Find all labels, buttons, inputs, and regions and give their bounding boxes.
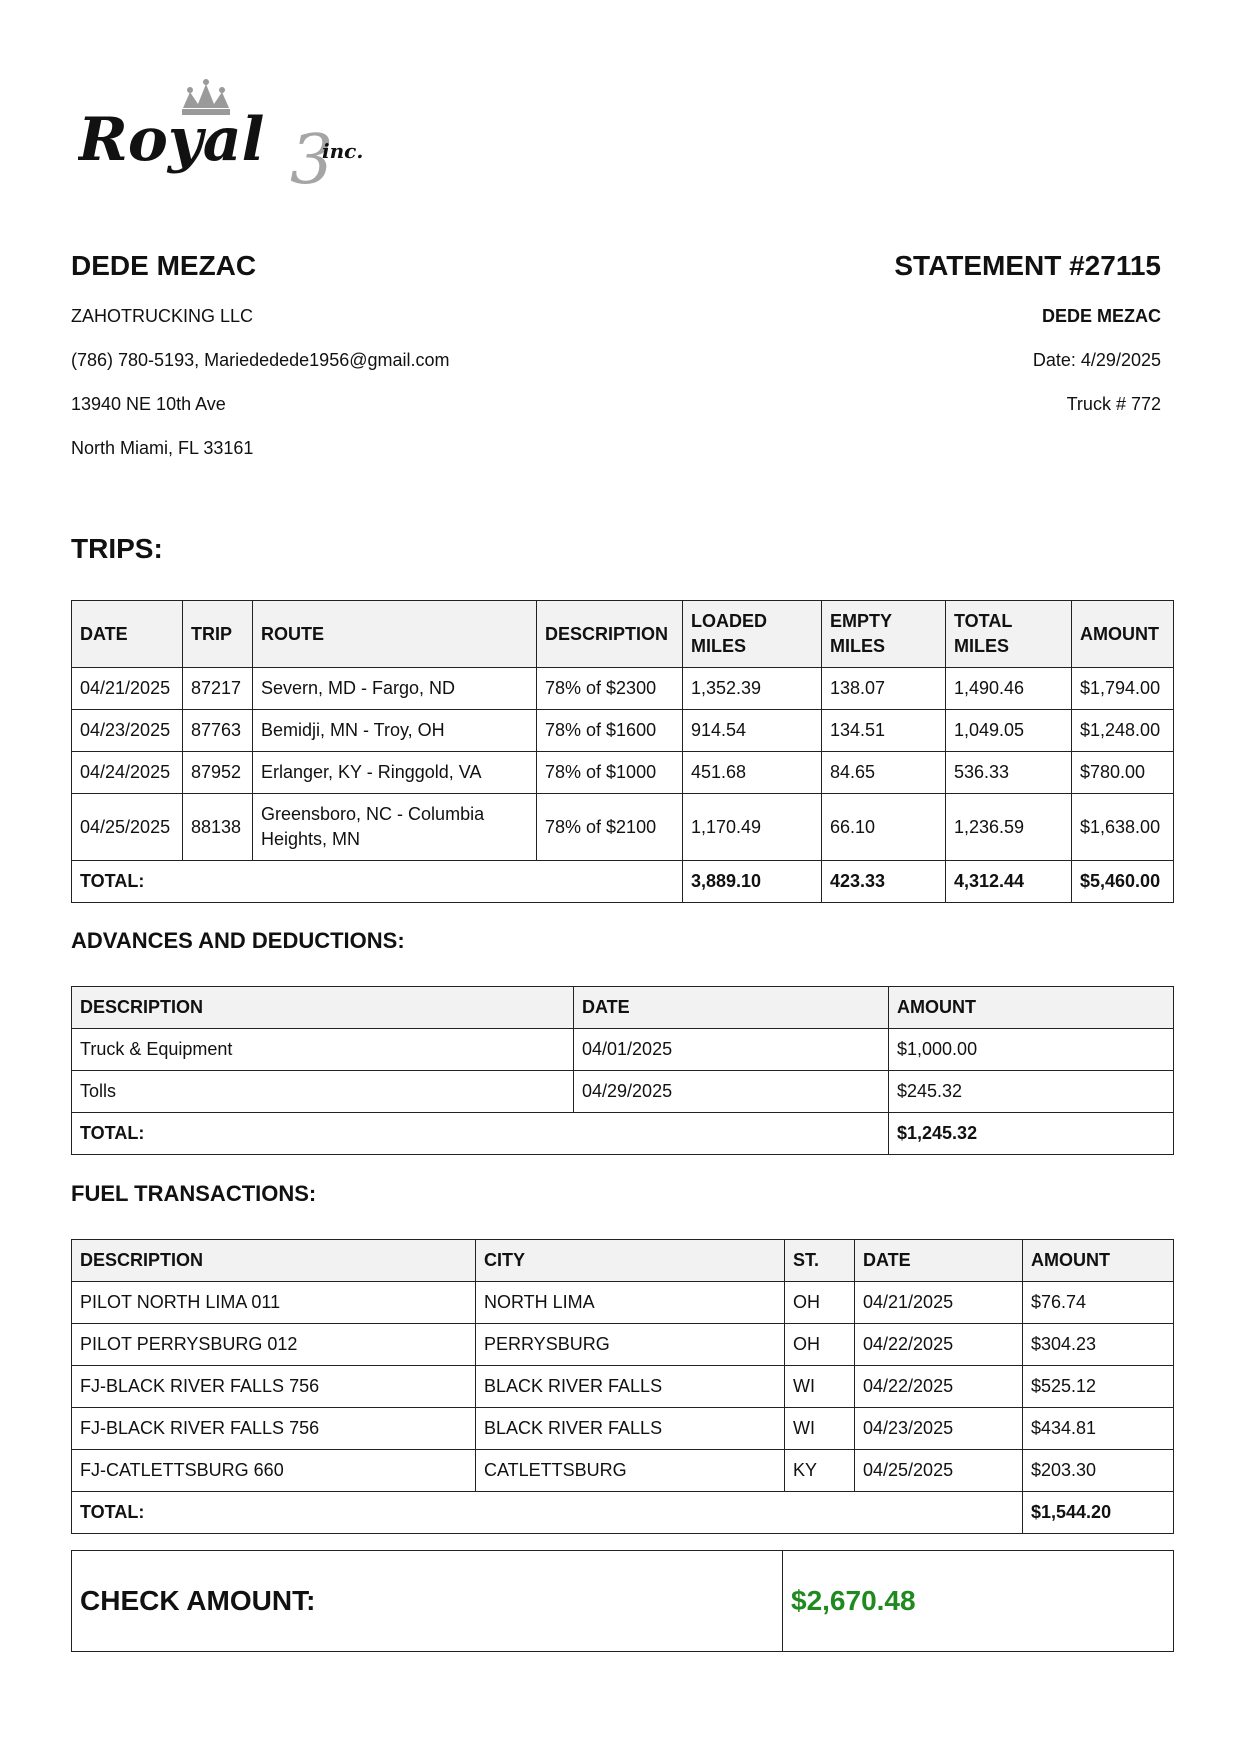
fuel-title: FUEL TRANSACTIONS: bbox=[71, 1181, 317, 1206]
cell: 04/22/2025 bbox=[855, 1366, 1023, 1408]
cell: 78% of $1000 bbox=[537, 752, 683, 794]
logo-suffix: inc. bbox=[322, 139, 364, 163]
cell: CATLETTSBURG bbox=[476, 1450, 785, 1492]
cell: PERRYSBURG bbox=[476, 1324, 785, 1366]
cell: 04/23/2025 bbox=[72, 710, 183, 752]
cell: 87217 bbox=[183, 668, 253, 710]
column-header: TRIP bbox=[183, 601, 253, 668]
driver-address-line1: 13940 NE 10th Ave bbox=[71, 394, 226, 414]
cell: 87763 bbox=[183, 710, 253, 752]
cell: Erlanger, KY - Ringgold, VA bbox=[253, 752, 537, 794]
cell: 04/29/2025 bbox=[574, 1071, 889, 1113]
driver-info bbox=[71, 248, 450, 480]
total-label: TOTAL: bbox=[72, 1492, 1023, 1534]
column-header: AMOUNT bbox=[889, 987, 1174, 1029]
cell: 78% of $2100 bbox=[537, 794, 683, 861]
cell: 04/01/2025 bbox=[574, 1029, 889, 1071]
table-row bbox=[72, 794, 1174, 861]
cell: 451.68 bbox=[683, 752, 822, 794]
column-header: AMOUNT bbox=[1072, 601, 1174, 668]
fuel-table bbox=[71, 1239, 1174, 1534]
logo-graphic bbox=[78, 78, 388, 198]
advances-table bbox=[71, 986, 1174, 1155]
statement-title: STATEMENT #27115 bbox=[894, 250, 1161, 281]
cell: BLACK RIVER FALLS bbox=[476, 1408, 785, 1450]
logo-numeral: 3 bbox=[290, 121, 334, 198]
cell: 914.54 bbox=[683, 710, 822, 752]
trips-title: TRIPS: bbox=[71, 533, 163, 564]
cell: KY bbox=[785, 1450, 855, 1492]
cell: 1,049.05 bbox=[946, 710, 1072, 752]
column-header: DESCRIPTION bbox=[72, 987, 574, 1029]
total-row bbox=[72, 1113, 1174, 1155]
table-row bbox=[72, 752, 1174, 794]
table-header-row bbox=[72, 1240, 1174, 1282]
cell: 66.10 bbox=[822, 794, 946, 861]
table-header-row bbox=[72, 601, 1174, 668]
cell: FJ-BLACK RIVER FALLS 756 bbox=[72, 1408, 476, 1450]
statement-info bbox=[894, 248, 1161, 436]
cell: $1,794.00 bbox=[1072, 668, 1174, 710]
cell: 04/23/2025 bbox=[855, 1408, 1023, 1450]
cell: 04/25/2025 bbox=[72, 794, 183, 861]
column-header: DATE bbox=[72, 601, 183, 668]
cell: 536.33 bbox=[946, 752, 1072, 794]
cell: FJ-BLACK RIVER FALLS 756 bbox=[72, 1366, 476, 1408]
cell: OH bbox=[785, 1282, 855, 1324]
cell: NORTH LIMA bbox=[476, 1282, 785, 1324]
column-header: DATE bbox=[574, 987, 889, 1029]
total-empty-miles: 423.33 bbox=[822, 861, 946, 903]
cell: Severn, MD - Fargo, ND bbox=[253, 668, 537, 710]
table-row bbox=[72, 1324, 1174, 1366]
column-header: ST. bbox=[785, 1240, 855, 1282]
cell: 04/21/2025 bbox=[72, 668, 183, 710]
cell: 78% of $2300 bbox=[537, 668, 683, 710]
cell: 04/21/2025 bbox=[855, 1282, 1023, 1324]
truck-number: Truck # 772 bbox=[1066, 394, 1161, 414]
check-amount-value: $2,670.48 bbox=[783, 1551, 1174, 1652]
cell: Truck & Equipment bbox=[72, 1029, 574, 1071]
cell: 04/22/2025 bbox=[855, 1324, 1023, 1366]
column-header: ROUTE bbox=[253, 601, 537, 668]
cell: 88138 bbox=[183, 794, 253, 861]
driver-address-line2: North Miami, FL 33161 bbox=[71, 438, 254, 458]
cell: 1,490.46 bbox=[946, 668, 1072, 710]
cell: 04/25/2025 bbox=[855, 1450, 1023, 1492]
cell: $1,638.00 bbox=[1072, 794, 1174, 861]
column-header: DESCRIPTION bbox=[537, 601, 683, 668]
cell: $434.81 bbox=[1023, 1408, 1174, 1450]
total-row bbox=[72, 1492, 1174, 1534]
total-amount: $1,544.20 bbox=[1023, 1492, 1174, 1534]
cell: Tolls bbox=[72, 1071, 574, 1113]
column-header: EMPTY MILES bbox=[822, 601, 946, 668]
table-header-row bbox=[72, 987, 1174, 1029]
statement-driver-name: DEDE MEZAC bbox=[1041, 306, 1161, 326]
total-amount: $5,460.00 bbox=[1072, 861, 1174, 903]
total-row bbox=[72, 861, 1174, 903]
column-header: AMOUNT bbox=[1023, 1240, 1174, 1282]
logo-wordmark: Royal bbox=[78, 105, 265, 175]
table-row bbox=[72, 1071, 1174, 1113]
table-row bbox=[72, 1282, 1174, 1324]
table-row bbox=[72, 1366, 1174, 1408]
table-row bbox=[72, 710, 1174, 752]
cell: $1,000.00 bbox=[889, 1029, 1174, 1071]
cell: 1,352.39 bbox=[683, 668, 822, 710]
cell: $525.12 bbox=[1023, 1366, 1174, 1408]
driver-name: DEDE MEZAC bbox=[71, 250, 257, 281]
trips-table bbox=[71, 600, 1174, 903]
table-row bbox=[72, 1029, 1174, 1071]
column-header: CITY bbox=[476, 1240, 785, 1282]
cell: $245.32 bbox=[889, 1071, 1174, 1113]
cell: WI bbox=[785, 1366, 855, 1408]
cell: 1,170.49 bbox=[683, 794, 822, 861]
column-header: LOADED MILES bbox=[683, 601, 822, 668]
cell: 134.51 bbox=[822, 710, 946, 752]
cell: BLACK RIVER FALLS bbox=[476, 1366, 785, 1408]
cell: $76.74 bbox=[1023, 1282, 1174, 1324]
total-loaded-miles: 3,889.10 bbox=[683, 861, 822, 903]
statement-date: Date: 4/29/2025 bbox=[1032, 350, 1161, 370]
driver-company: ZAHOTRUCKING LLC bbox=[71, 306, 254, 326]
cell: 78% of $1600 bbox=[537, 710, 683, 752]
total-label: TOTAL: bbox=[72, 1113, 889, 1155]
table-row bbox=[72, 1450, 1174, 1492]
cell: WI bbox=[785, 1408, 855, 1450]
cell: 138.07 bbox=[822, 668, 946, 710]
check-amount-label: CHECK AMOUNT: bbox=[72, 1551, 783, 1652]
cell: PILOT PERRYSBURG 012 bbox=[72, 1324, 476, 1366]
cell: $304.23 bbox=[1023, 1324, 1174, 1366]
cell: OH bbox=[785, 1324, 855, 1366]
cell: 84.65 bbox=[822, 752, 946, 794]
column-header: TOTAL MILES bbox=[946, 601, 1072, 668]
driver-contact: (786) 780-5193, Mariededede1956@gmail.com bbox=[71, 350, 450, 370]
total-amount: $1,245.32 bbox=[889, 1113, 1174, 1155]
cell: $1,248.00 bbox=[1072, 710, 1174, 752]
column-header: DESCRIPTION bbox=[72, 1240, 476, 1282]
cell: Greensboro, NC - Columbia Heights, MN bbox=[253, 794, 537, 861]
cell: Bemidji, MN - Troy, OH bbox=[253, 710, 537, 752]
total-miles: 4,312.44 bbox=[946, 861, 1072, 903]
company-logo bbox=[78, 78, 388, 198]
cell: $780.00 bbox=[1072, 752, 1174, 794]
check-amount-box bbox=[71, 1550, 1174, 1652]
cell: 1,236.59 bbox=[946, 794, 1072, 861]
column-header: DATE bbox=[855, 1240, 1023, 1282]
cell: $203.30 bbox=[1023, 1450, 1174, 1492]
cell: FJ-CATLETTSBURG 660 bbox=[72, 1450, 476, 1492]
advances-title: ADVANCES AND DEDUCTIONS: bbox=[71, 928, 405, 953]
total-label: TOTAL: bbox=[72, 861, 683, 903]
table-row bbox=[72, 1408, 1174, 1450]
cell: PILOT NORTH LIMA 011 bbox=[72, 1282, 476, 1324]
table-row bbox=[72, 668, 1174, 710]
cell: 87952 bbox=[183, 752, 253, 794]
cell: 04/24/2025 bbox=[72, 752, 183, 794]
